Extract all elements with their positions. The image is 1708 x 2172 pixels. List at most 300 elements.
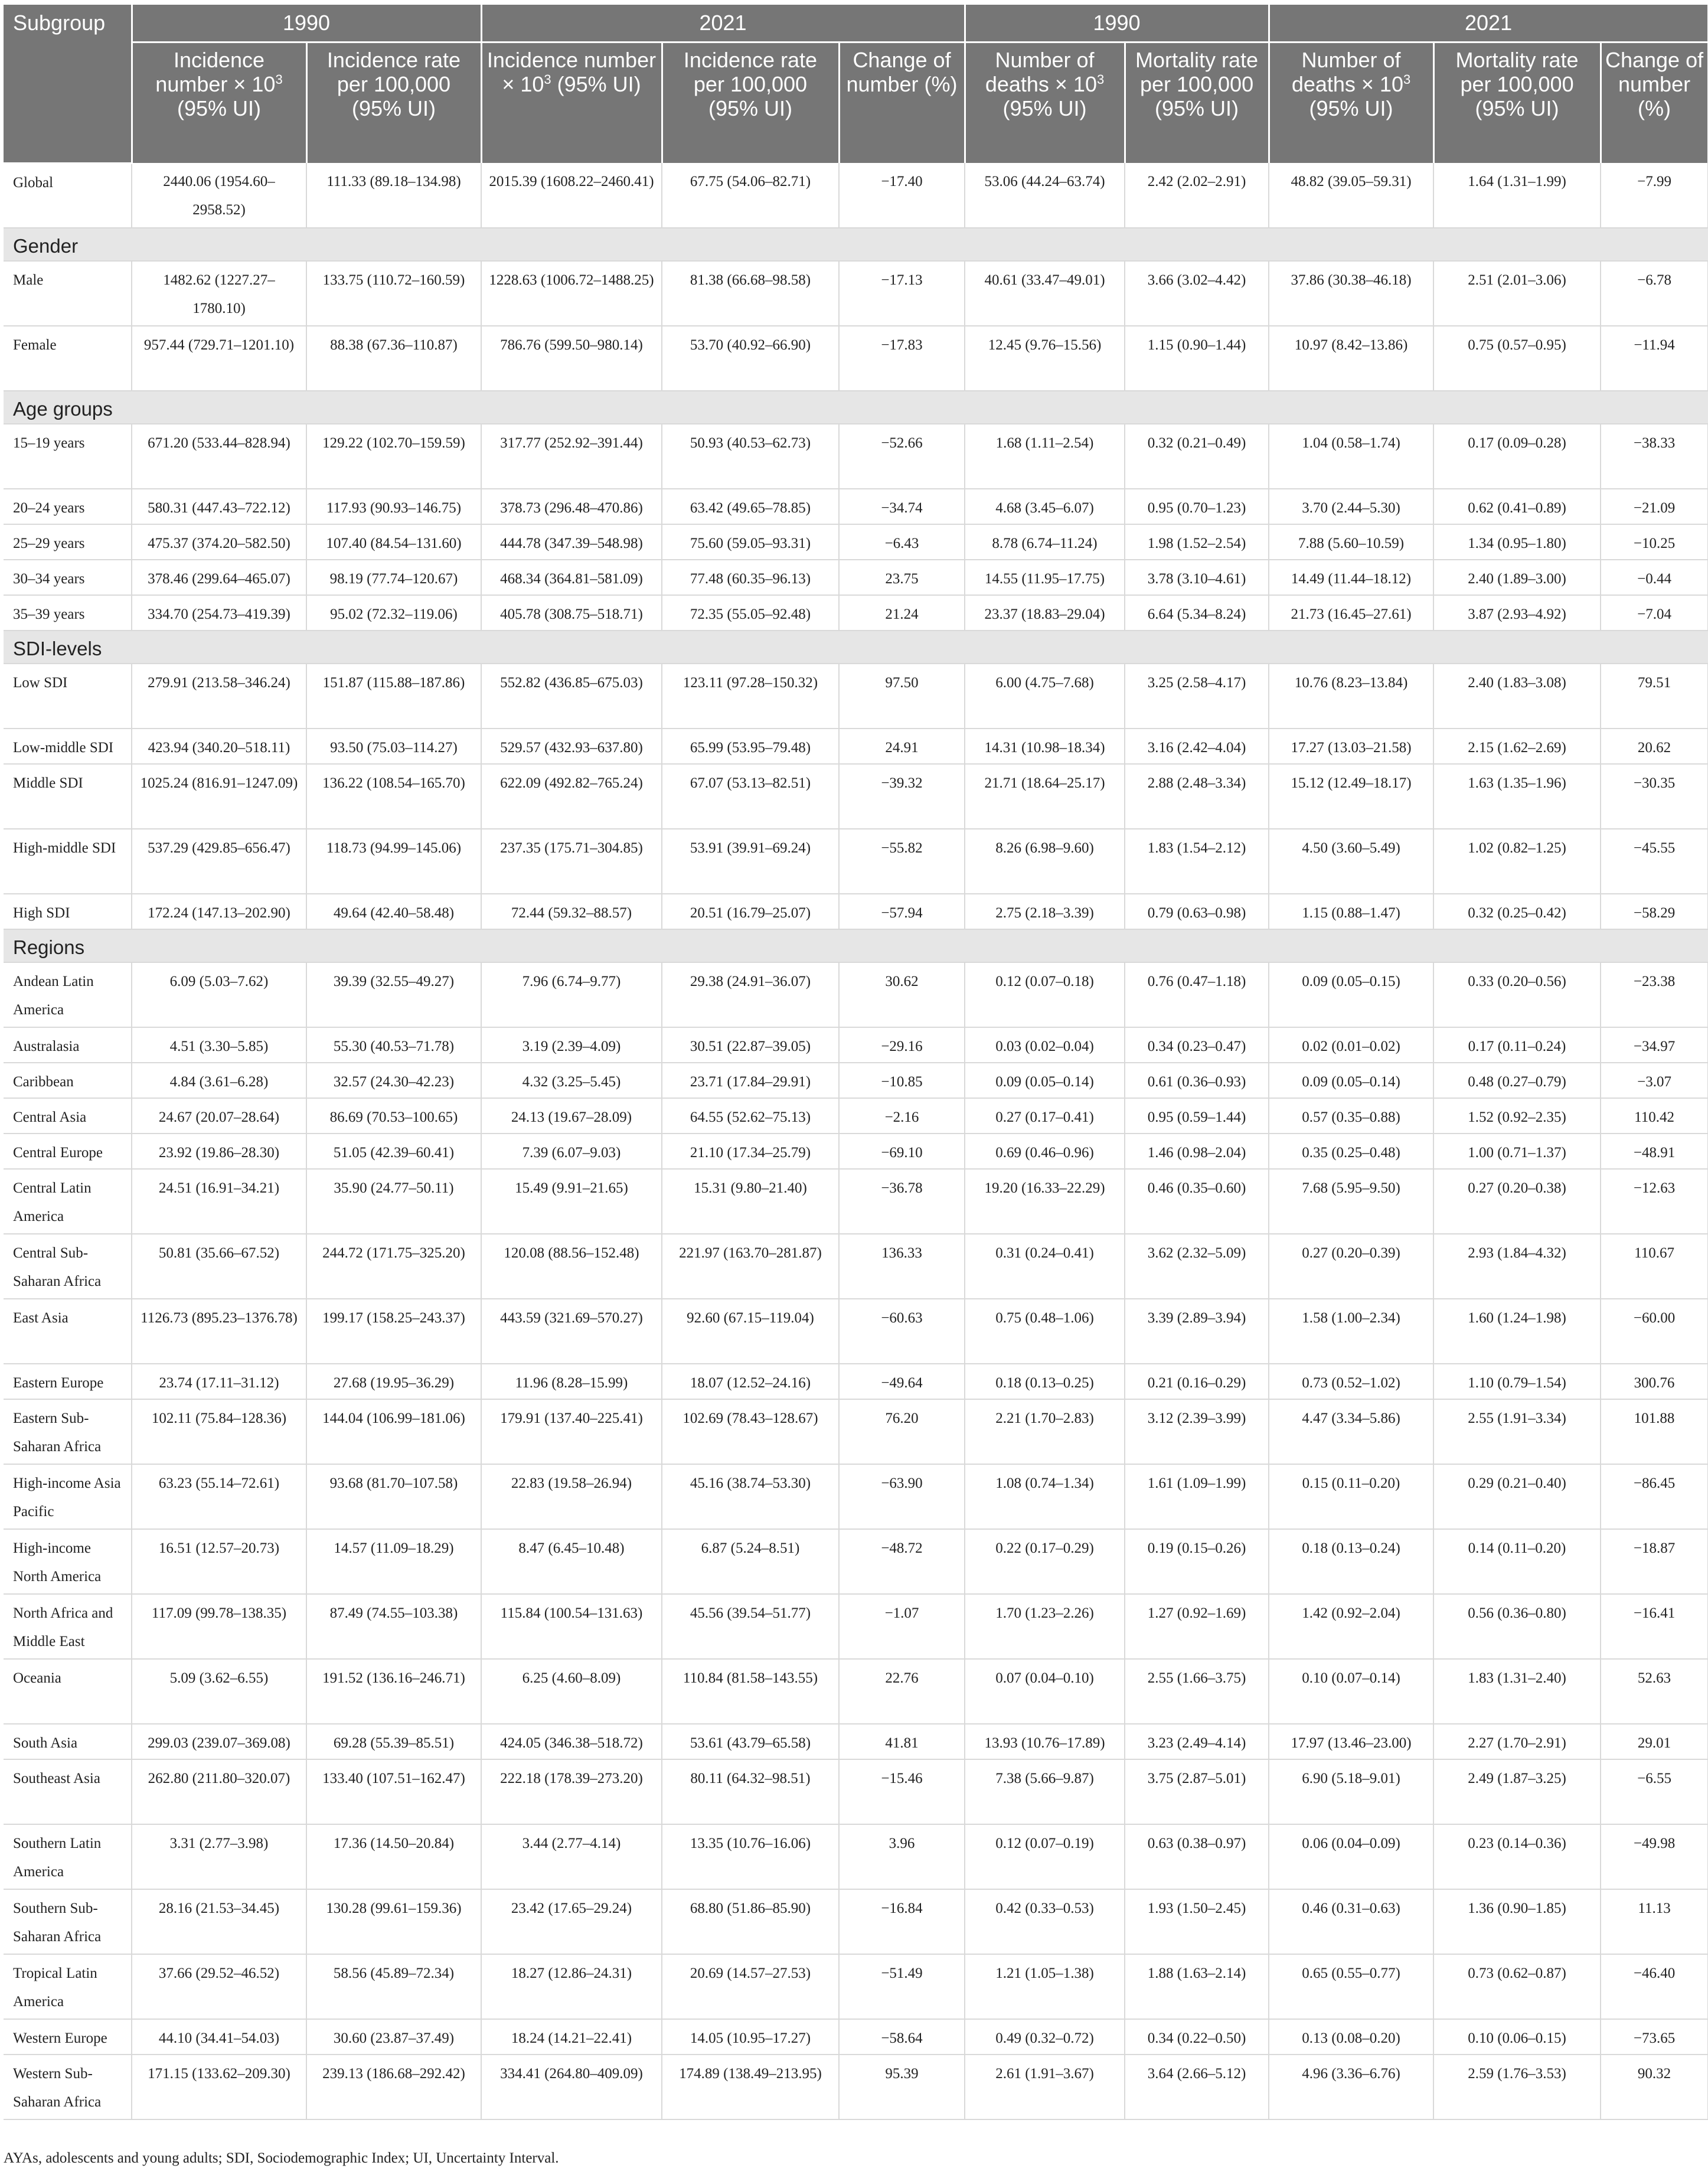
table-cell: 23.75 <box>839 560 965 595</box>
table-cell: 244.72 (171.75–325.20) <box>306 1234 481 1299</box>
column-header: Mortality rate per 100,000 (95% UI) <box>1125 43 1269 164</box>
table-cell: 50.81 (35.66–67.52) <box>132 1234 306 1299</box>
table-cell: 4.32 (3.25–5.45) <box>481 1063 662 1098</box>
table-cell: 0.48 (0.27–0.79) <box>1433 1063 1601 1098</box>
table-cell: −86.45 <box>1601 1464 1708 1529</box>
table-cell: 0.21 (0.16–0.29) <box>1125 1364 1269 1399</box>
table-footnote: AYAs, adolescents and young adults; SDI, Sociodemographic Index; UI, Uncertainty Interval. <box>4 2150 559 2166</box>
table-cell: 179.91 (137.40–225.41) <box>481 1399 662 1464</box>
table-cell: −52.66 <box>839 424 965 489</box>
table-cell: 0.03 (0.02–0.04) <box>965 1027 1125 1063</box>
table-cell: 17.27 (13.03–21.58) <box>1269 729 1433 764</box>
table-cell: 1.10 (0.79–1.54) <box>1433 1364 1601 1399</box>
table-row <box>4 664 1708 729</box>
table-cell: 2.49 (1.87–3.25) <box>1433 1759 1601 1824</box>
table-cell: 3.25 (2.58–4.17) <box>1125 664 1269 729</box>
table-cell: 1.52 (0.92–2.35) <box>1433 1098 1601 1134</box>
section-row <box>4 391 1708 424</box>
table-cell: 0.57 (0.35–0.88) <box>1269 1098 1433 1134</box>
table-cell: 1.42 (0.92–2.04) <box>1269 1594 1433 1659</box>
table-cell: 3.96 <box>839 1824 965 1889</box>
table-cell: 475.37 (374.20–582.50) <box>132 524 306 560</box>
table-cell: 6.09 (5.03–7.62) <box>132 962 306 1027</box>
table-cell: 1.68 (1.11–2.54) <box>965 424 1125 489</box>
table-cell: 77.48 (60.35–96.13) <box>662 560 839 595</box>
table-cell: 1.64 (1.31–1.99) <box>1433 163 1601 228</box>
table-cell: 129.22 (102.70–159.59) <box>306 424 481 489</box>
table-cell: 378.73 (296.48–470.86) <box>481 489 662 524</box>
row-label: Middle SDI <box>4 764 132 829</box>
table-cell: 0.33 (0.20–0.56) <box>1433 962 1601 1027</box>
table-cell: 3.70 (2.44–5.30) <box>1269 489 1433 524</box>
table-cell: 11.13 <box>1601 1889 1708 1954</box>
table-cell: −60.63 <box>839 1299 965 1364</box>
table-row <box>4 524 1708 560</box>
table-cell: 2440.06 (1954.60–2958.52) <box>132 163 306 228</box>
section-row <box>4 228 1708 261</box>
table-cell: 1.98 (1.52–2.54) <box>1125 524 1269 560</box>
table-cell: 199.17 (158.25–243.37) <box>306 1299 481 1364</box>
table-cell: −12.63 <box>1601 1169 1708 1234</box>
table-cell: 52.63 <box>1601 1659 1708 1724</box>
row-label: High SDI <box>4 894 132 929</box>
table-cell: 115.84 (100.54–131.63) <box>481 1594 662 1659</box>
table-cell: −69.10 <box>839 1134 965 1169</box>
table-cell: 53.70 (40.92–66.90) <box>662 326 839 391</box>
table-cell: 93.50 (75.03–114.27) <box>306 729 481 764</box>
table-cell: 50.93 (40.53–62.73) <box>662 424 839 489</box>
section-label: Gender <box>4 228 1708 261</box>
table-cell: 1.88 (1.63–2.14) <box>1125 1954 1269 2019</box>
table-cell: 1.04 (0.58–1.74) <box>1269 424 1433 489</box>
table-row <box>4 1954 1708 2019</box>
table-row <box>4 764 1708 829</box>
table-cell: 20.69 (14.57–27.53) <box>662 1954 839 2019</box>
table-header <box>4 5 1708 163</box>
table-cell: −45.55 <box>1601 829 1708 894</box>
table-cell: −11.94 <box>1601 326 1708 391</box>
table-cell: 0.35 (0.25–0.48) <box>1269 1134 1433 1169</box>
table-cell: 2.40 (1.83–3.08) <box>1433 664 1601 729</box>
table-cell: 110.67 <box>1601 1234 1708 1299</box>
table-cell: 110.42 <box>1601 1098 1708 1134</box>
table-cell: −58.29 <box>1601 894 1708 929</box>
table-row <box>4 2019 1708 2055</box>
table-cell: 0.76 (0.47–1.18) <box>1125 962 1269 1027</box>
table-cell: 67.75 (54.06–82.71) <box>662 163 839 228</box>
table-cell: 0.49 (0.32–0.72) <box>965 2019 1125 2055</box>
table-cell: 81.38 (66.68–98.58) <box>662 261 839 326</box>
table-cell: 0.32 (0.21–0.49) <box>1125 424 1269 489</box>
table-cell: 65.99 (53.95–79.48) <box>662 729 839 764</box>
table-cell: 15.12 (12.49–18.17) <box>1269 764 1433 829</box>
table-cell: 7.39 (6.07–9.03) <box>481 1134 662 1169</box>
table-cell: 0.09 (0.05–0.14) <box>965 1063 1125 1098</box>
table-cell: 0.29 (0.21–0.40) <box>1433 1464 1601 1529</box>
table-cell: 0.19 (0.15–0.26) <box>1125 1529 1269 1594</box>
table-cell: 2.93 (1.84–4.32) <box>1433 1234 1601 1299</box>
table-cell: 0.63 (0.38–0.97) <box>1125 1824 1269 1889</box>
row-label: Caribbean <box>4 1063 132 1098</box>
table-cell: 18.24 (14.21–22.41) <box>481 2019 662 2055</box>
table-cell: 7.96 (6.74–9.77) <box>481 962 662 1027</box>
table-row <box>4 261 1708 326</box>
table-cell: 6.87 (5.24–8.51) <box>662 1529 839 1594</box>
table-cell: 17.36 (14.50–20.84) <box>306 1824 481 1889</box>
year-header-deaths-1990: 1990 <box>965 5 1269 43</box>
table-cell: 45.56 (39.54–51.77) <box>662 1594 839 1659</box>
table-cell: 136.22 (108.54–165.70) <box>306 764 481 829</box>
table-row <box>4 1889 1708 1954</box>
table-cell: 37.86 (30.38–46.18) <box>1269 261 1433 326</box>
table-cell: 7.68 (5.95–9.50) <box>1269 1169 1433 1234</box>
table-row <box>4 1594 1708 1659</box>
table-cell: 133.40 (107.51–162.47) <box>306 1759 481 1824</box>
table-cell: −16.84 <box>839 1889 965 1954</box>
table-cell: 0.02 (0.01–0.02) <box>1269 1027 1433 1063</box>
table-cell: 13.35 (10.76–16.06) <box>662 1824 839 1889</box>
table-cell: 10.76 (8.23–13.84) <box>1269 664 1433 729</box>
table-cell: 2.15 (1.62–2.69) <box>1433 729 1601 764</box>
table-cell: 424.05 (346.38–518.72) <box>481 1724 662 1759</box>
table-cell: 19.20 (16.33–22.29) <box>965 1169 1125 1234</box>
table-cell: 3.78 (3.10–4.61) <box>1125 560 1269 595</box>
table-cell: 0.09 (0.05–0.15) <box>1269 962 1433 1027</box>
table-cell: 0.46 (0.35–0.60) <box>1125 1169 1269 1234</box>
table-body <box>4 163 1708 2119</box>
table-cell: 0.75 (0.57–0.95) <box>1433 326 1601 391</box>
table-cell: 58.56 (45.89–72.34) <box>306 1954 481 2019</box>
table-row <box>4 489 1708 524</box>
column-header: Change of number (%) <box>1601 43 1708 164</box>
table-cell: −49.98 <box>1601 1824 1708 1889</box>
table-cell: 130.28 (99.61–159.36) <box>306 1889 481 1954</box>
row-label: Central Europe <box>4 1134 132 1169</box>
table-cell: 17.97 (13.46–23.00) <box>1269 1724 1433 1759</box>
table-cell: 0.27 (0.20–0.38) <box>1433 1169 1601 1234</box>
table-cell: 4.50 (3.60–5.49) <box>1269 829 1433 894</box>
column-header: Number of deaths × $10^3$ (95% UI) <box>1269 43 1433 164</box>
table-cell: −6.55 <box>1601 1759 1708 1824</box>
table-cell: 3.19 (2.39–4.09) <box>481 1027 662 1063</box>
table-cell: 0.09 (0.05–0.14) <box>1269 1063 1433 1098</box>
table-cell: 93.68 (81.70–107.58) <box>306 1464 481 1529</box>
table-cell: 2.59 (1.76–3.53) <box>1433 2055 1601 2119</box>
row-label: East Asia <box>4 1299 132 1364</box>
table-row <box>4 1759 1708 1824</box>
table-cell: 102.69 (78.43–128.67) <box>662 1399 839 1464</box>
table-cell: 67.07 (53.13–82.51) <box>662 764 839 829</box>
table-cell: 21.10 (17.34–25.79) <box>662 1134 839 1169</box>
table-row <box>4 424 1708 489</box>
table-cell: 5.09 (3.62–6.55) <box>132 1659 306 1724</box>
table-cell: 53.61 (43.79–65.58) <box>662 1724 839 1759</box>
table-cell: 30.62 <box>839 962 965 1027</box>
table-cell: 1.34 (0.95–1.80) <box>1433 524 1601 560</box>
table-cell: −58.64 <box>839 2019 965 2055</box>
table-cell: 4.47 (3.34–5.86) <box>1269 1399 1433 1464</box>
table-cell: 6.64 (5.34–8.24) <box>1125 595 1269 631</box>
row-label: Western Sub-Saharan Africa <box>4 2055 132 2119</box>
table-cell: 2.75 (2.18–3.39) <box>965 894 1125 929</box>
table-cell: 37.66 (29.52–46.52) <box>132 1954 306 2019</box>
table-cell: 2015.39 (1608.22–2460.41) <box>481 163 662 228</box>
table-cell: 2.21 (1.70–2.83) <box>965 1399 1125 1464</box>
table-cell: 0.73 (0.52–1.02) <box>1269 1364 1433 1399</box>
table-cell: 0.10 (0.07–0.14) <box>1269 1659 1433 1724</box>
table-cell: 317.77 (252.92–391.44) <box>481 424 662 489</box>
table-row <box>4 1464 1708 1529</box>
table-cell: 97.50 <box>839 664 965 729</box>
column-header: Incidence number × $10^3$ (95% UI) <box>481 43 662 164</box>
row-label: Central Asia <box>4 1098 132 1134</box>
row-label: Tropical Latin America <box>4 1954 132 2019</box>
table-cell: 118.73 (94.99–145.06) <box>306 829 481 894</box>
table-cell: 23.42 (17.65–29.24) <box>481 1889 662 1954</box>
table-cell: 3.62 (2.32–5.09) <box>1125 1234 1269 1299</box>
table-cell: 7.38 (5.66–9.87) <box>965 1759 1125 1824</box>
table-cell: 90.32 <box>1601 2055 1708 2119</box>
table-cell: 40.61 (33.47–49.01) <box>965 261 1125 326</box>
table-cell: 14.05 (10.95–17.27) <box>662 2019 839 2055</box>
table-cell: 75.60 (59.05–93.31) <box>662 524 839 560</box>
table-cell: 0.27 (0.20–0.39) <box>1269 1234 1433 1299</box>
table-cell: 3.12 (2.39–3.99) <box>1125 1399 1269 1464</box>
table-cell: 3.16 (2.42–4.04) <box>1125 729 1269 764</box>
table-cell: 443.59 (321.69–570.27) <box>481 1299 662 1364</box>
table-cell: 28.16 (21.53–34.45) <box>132 1889 306 1954</box>
row-label: High-income North America <box>4 1529 132 1594</box>
table-row <box>4 1098 1708 1134</box>
table-cell: −7.99 <box>1601 163 1708 228</box>
row-label: Central Latin America <box>4 1169 132 1234</box>
table-cell: 671.20 (533.44–828.94) <box>132 424 306 489</box>
table-cell: −57.94 <box>839 894 965 929</box>
table-cell: 53.91 (39.91–69.24) <box>662 829 839 894</box>
table-cell: 8.78 (6.74–11.24) <box>965 524 1125 560</box>
table-cell: −55.82 <box>839 829 965 894</box>
table-cell: 237.35 (175.71–304.85) <box>481 829 662 894</box>
table-cell: 111.33 (89.18–134.98) <box>306 163 481 228</box>
table-cell: 72.35 (55.05–92.48) <box>662 595 839 631</box>
table-cell: 4.68 (3.45–6.07) <box>965 489 1125 524</box>
table-cell: 300.76 <box>1601 1364 1708 1399</box>
table-cell: 144.04 (106.99–181.06) <box>306 1399 481 1464</box>
table-cell: −18.87 <box>1601 1529 1708 1594</box>
table-cell: −7.04 <box>1601 595 1708 631</box>
table-cell: 4.84 (3.61–6.28) <box>132 1063 306 1098</box>
table-cell: 0.18 (0.13–0.25) <box>965 1364 1125 1399</box>
row-label: Female <box>4 326 132 391</box>
table-cell: 0.17 (0.11–0.24) <box>1433 1027 1601 1063</box>
table-cell: 44.10 (34.41–54.03) <box>132 2019 306 2055</box>
table-cell: 32.57 (24.30–42.23) <box>306 1063 481 1098</box>
table-cell: 423.94 (340.20–518.11) <box>132 729 306 764</box>
table-cell: −51.49 <box>839 1954 965 2019</box>
table-cell: 39.39 (32.55–49.27) <box>306 962 481 1027</box>
table-cell: 2.55 (1.66–3.75) <box>1125 1659 1269 1724</box>
table-cell: 8.26 (6.98–9.60) <box>965 829 1125 894</box>
row-label: Eastern Sub-Saharan Africa <box>4 1399 132 1464</box>
table-cell: 14.57 (11.09–18.29) <box>306 1529 481 1594</box>
table-cell: 537.29 (429.85–656.47) <box>132 829 306 894</box>
row-label: Western Europe <box>4 2019 132 2055</box>
table-cell: 1.21 (1.05–1.38) <box>965 1954 1125 2019</box>
table-cell: 1.15 (0.88–1.47) <box>1269 894 1433 929</box>
column-header: Incidence number × $10^3$ (95% UI) <box>132 43 306 164</box>
table-cell: 0.65 (0.55–0.77) <box>1269 1954 1433 2019</box>
table-cell: 3.31 (2.77–3.98) <box>132 1824 306 1889</box>
table-cell: 3.66 (3.02–4.42) <box>1125 261 1269 326</box>
table-row <box>4 1299 1708 1364</box>
table-cell: 1482.62 (1227.27–1780.10) <box>132 261 306 326</box>
table-cell: 174.89 (138.49–213.95) <box>662 2055 839 2119</box>
table-cell: 23.74 (17.11–31.12) <box>132 1364 306 1399</box>
row-label: High-middle SDI <box>4 829 132 894</box>
table-cell: 1025.24 (816.91–1247.09) <box>132 764 306 829</box>
table-cell: 1228.63 (1006.72–1488.25) <box>481 261 662 326</box>
data-table <box>4 5 1708 2120</box>
column-header: Incidence rate per 100,000 (95% UI) <box>306 43 481 164</box>
table-cell: 23.92 (19.86–28.30) <box>132 1134 306 1169</box>
row-label: Low SDI <box>4 664 132 729</box>
table-cell: 14.55 (11.95–17.75) <box>965 560 1125 595</box>
table-cell: −17.13 <box>839 261 965 326</box>
table-cell: 1.27 (0.92–1.69) <box>1125 1594 1269 1659</box>
table-cell: 2.27 (1.70–2.91) <box>1433 1724 1601 1759</box>
table-cell: 786.76 (599.50–980.14) <box>481 326 662 391</box>
table-cell: 3.87 (2.93–4.92) <box>1433 595 1601 631</box>
row-label: Southern Latin America <box>4 1824 132 1889</box>
column-header: Number of deaths × $10^3$ (95% UI) <box>965 43 1125 164</box>
table-cell: −46.40 <box>1601 1954 1708 2019</box>
table-cell: 30.51 (22.87–39.05) <box>662 1027 839 1063</box>
table-cell: −2.16 <box>839 1098 965 1134</box>
table-cell: 0.32 (0.25–0.42) <box>1433 894 1601 929</box>
table-cell: 123.11 (97.28–150.32) <box>662 664 839 729</box>
table-cell: 1.61 (1.09–1.99) <box>1125 1464 1269 1529</box>
table-cell: 69.28 (55.39–85.51) <box>306 1724 481 1759</box>
table-row <box>4 829 1708 894</box>
table-cell: 0.10 (0.06–0.15) <box>1433 2019 1601 2055</box>
row-label: North Africa and Middle East <box>4 1594 132 1659</box>
table-cell: −6.78 <box>1601 261 1708 326</box>
section-label: Age groups <box>4 391 1708 424</box>
table-cell: 102.11 (75.84–128.36) <box>132 1399 306 1464</box>
table-cell: −34.97 <box>1601 1027 1708 1063</box>
table-cell: 10.97 (8.42–13.86) <box>1269 326 1433 391</box>
table-cell: 172.24 (147.13–202.90) <box>132 894 306 929</box>
table-cell: −49.64 <box>839 1364 965 1399</box>
table-row <box>4 1724 1708 1759</box>
table-cell: 30.60 (23.87–37.49) <box>306 2019 481 2055</box>
table-cell: 0.13 (0.08–0.20) <box>1269 2019 1433 2055</box>
table-cell: 0.17 (0.09–0.28) <box>1433 424 1601 489</box>
table-cell: −21.09 <box>1601 489 1708 524</box>
table-cell: 24.91 <box>839 729 965 764</box>
table-cell: 64.55 (52.62–75.13) <box>662 1098 839 1134</box>
table-cell: 0.22 (0.17–0.29) <box>965 1529 1125 1594</box>
table-cell: 0.12 (0.07–0.19) <box>965 1824 1125 1889</box>
row-label: 30–34 years <box>4 560 132 595</box>
table-cell: 21.24 <box>839 595 965 631</box>
row-label: Australasia <box>4 1027 132 1063</box>
row-label: High-income Asia Pacific <box>4 1464 132 1529</box>
table-cell: 0.31 (0.24–0.41) <box>965 1234 1125 1299</box>
table-cell: 378.46 (299.64–465.07) <box>132 560 306 595</box>
table-cell: 221.97 (163.70–281.87) <box>662 1234 839 1299</box>
table-cell: 117.09 (99.78–138.35) <box>132 1594 306 1659</box>
table-cell: 468.34 (364.81–581.09) <box>481 560 662 595</box>
table-cell: 63.23 (55.14–72.61) <box>132 1464 306 1529</box>
table-cell: 4.96 (3.36–6.76) <box>1269 2055 1433 2119</box>
table-cell: 1126.73 (895.23–1376.78) <box>132 1299 306 1364</box>
table-row <box>4 326 1708 391</box>
table-cell: 7.88 (5.60–10.59) <box>1269 524 1433 560</box>
table-cell: 0.56 (0.36–0.80) <box>1433 1594 1601 1659</box>
table-cell: 1.70 (1.23–2.26) <box>965 1594 1125 1659</box>
table-row <box>4 2055 1708 2119</box>
column-header: Change of number (%) <box>839 43 965 164</box>
table-cell: 107.40 (84.54–131.60) <box>306 524 481 560</box>
table-row <box>4 1027 1708 1063</box>
table-row <box>4 1529 1708 1594</box>
table-cell: −48.91 <box>1601 1134 1708 1169</box>
table-cell: 171.15 (133.62–209.30) <box>132 2055 306 2119</box>
table-cell: 29.01 <box>1601 1724 1708 1759</box>
table-container <box>4 5 1708 2120</box>
row-label: Male <box>4 261 132 326</box>
table-cell: 23.71 (17.84–29.91) <box>662 1063 839 1098</box>
table-cell: 0.12 (0.07–0.18) <box>965 962 1125 1027</box>
column-header: Mortality rate per 100,000 (95% UI) <box>1433 43 1601 164</box>
table-row <box>4 1134 1708 1169</box>
section-label: SDI-levels <box>4 631 1708 664</box>
table-cell: 0.07 (0.04–0.10) <box>965 1659 1125 1724</box>
table-cell: 49.64 (42.40–58.48) <box>306 894 481 929</box>
table-cell: 15.31 (9.80–21.40) <box>662 1169 839 1234</box>
table-cell: −23.38 <box>1601 962 1708 1027</box>
row-label: Southern Sub-Saharan Africa <box>4 1889 132 1954</box>
table-cell: 1.15 (0.90–1.44) <box>1125 326 1269 391</box>
table-cell: 98.19 (77.74–120.67) <box>306 560 481 595</box>
table-cell: 0.95 (0.59–1.44) <box>1125 1098 1269 1134</box>
table-cell: −60.00 <box>1601 1299 1708 1364</box>
table-cell: −73.65 <box>1601 2019 1708 2055</box>
table-cell: 55.30 (40.53–71.78) <box>306 1027 481 1063</box>
table-cell: 95.39 <box>839 2055 965 2119</box>
table-cell: 15.49 (9.91–21.65) <box>481 1169 662 1234</box>
table-cell: 86.69 (70.53–100.65) <box>306 1098 481 1134</box>
table-cell: 35.90 (24.77–50.11) <box>306 1169 481 1234</box>
table-cell: 21.73 (16.45–27.61) <box>1269 595 1433 631</box>
table-cell: 0.42 (0.33–0.53) <box>965 1889 1125 1954</box>
table-cell: 299.03 (239.07–369.08) <box>132 1724 306 1759</box>
year-header-deaths-2021: 2021 <box>1269 5 1708 43</box>
table-cell: −15.46 <box>839 1759 965 1824</box>
table-cell: 68.80 (51.86–85.90) <box>662 1889 839 1954</box>
table-cell: 0.34 (0.23–0.47) <box>1125 1027 1269 1063</box>
table-cell: 2.40 (1.89–3.00) <box>1433 560 1601 595</box>
table-cell: 262.80 (211.80–320.07) <box>132 1759 306 1824</box>
table-cell: 3.44 (2.77–4.14) <box>481 1824 662 1889</box>
table-row <box>4 1659 1708 1724</box>
table-cell: 24.13 (19.67–28.09) <box>481 1098 662 1134</box>
table-cell: −3.07 <box>1601 1063 1708 1098</box>
table-cell: 22.83 (19.58–26.94) <box>481 1464 662 1529</box>
table-cell: −16.41 <box>1601 1594 1708 1659</box>
row-label: South Asia <box>4 1724 132 1759</box>
